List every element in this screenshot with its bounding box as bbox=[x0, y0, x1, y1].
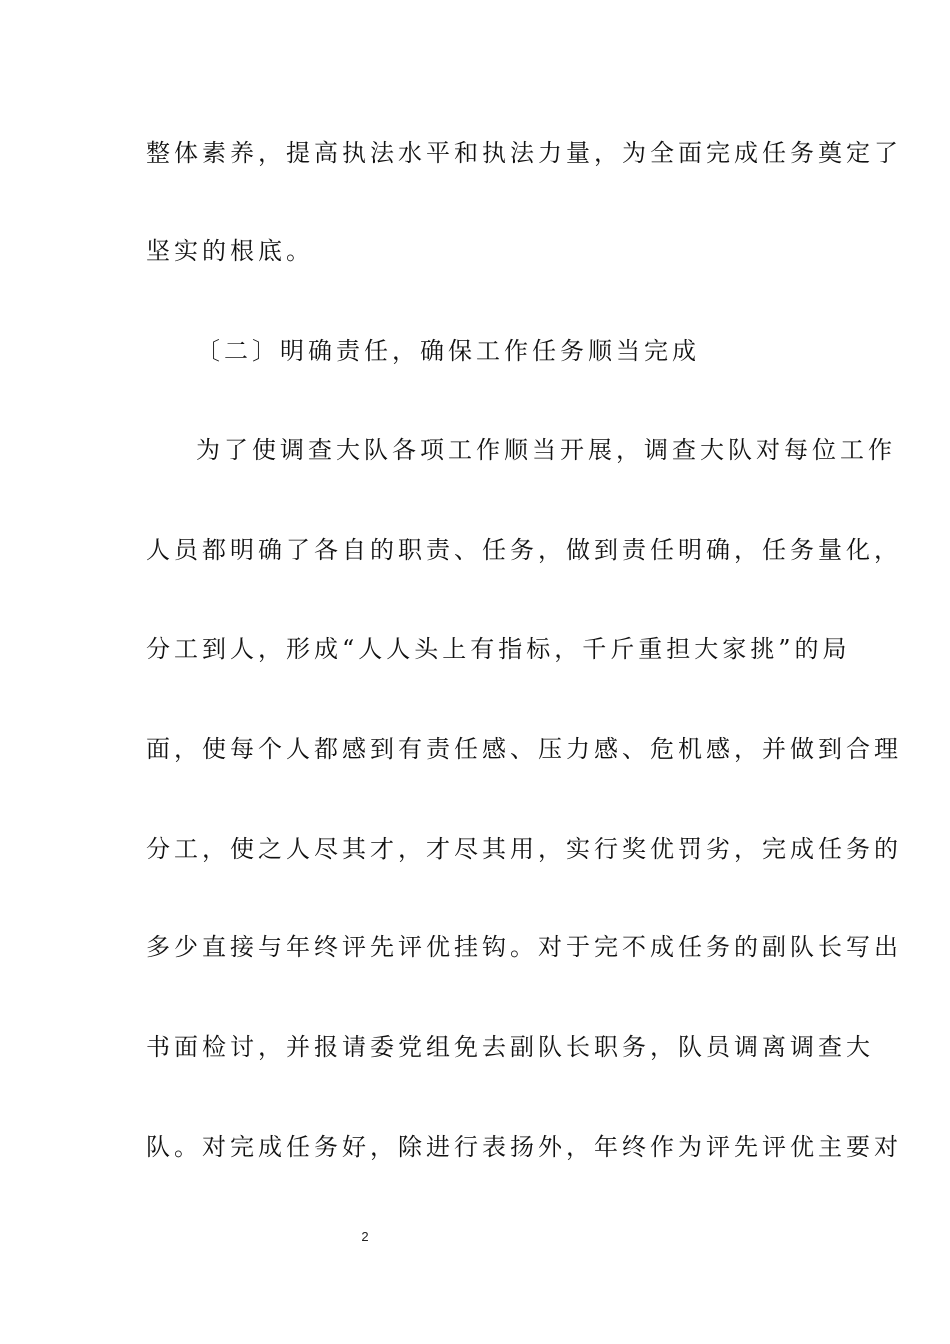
body-text-line: 分工到人，形成“人人头上有指标，千斤重担大家挑”的局 bbox=[146, 635, 851, 663]
body-text-line: 为了使调查大队各项工作顺当开展，调查大队对每位工作 bbox=[196, 436, 896, 464]
section-heading: 〔二〕明确责任，确保工作任务顺当完成 bbox=[196, 337, 700, 365]
body-text-line: 面，使每个人都感到有责任感、压力感、危机感，并做到合理 bbox=[146, 735, 902, 763]
body-text-line: 整体素养，提高执法水平和执法力量，为全面完成任务奠定了 bbox=[146, 139, 902, 167]
body-text-line: 分工，使之人尽其才，才尽其用，实行奖优罚劣，完成任务的 bbox=[146, 835, 902, 863]
body-text-line: 书面检讨，并报请委党组免去副队长职务，队员调离调查大 bbox=[146, 1033, 874, 1061]
body-text-line: 队。对完成任务好，除进行表扬外，年终作为评先评优主要对 bbox=[146, 1133, 902, 1161]
body-text-line: 坚实的根底。 bbox=[146, 237, 314, 265]
page-number: 2 bbox=[361, 1229, 369, 1244]
body-text-line: 人员都明确了各自的职责、任务，做到责任明确，任务量化， bbox=[146, 536, 902, 564]
body-text-line: 多少直接与年终评先评优挂钩。对于完不成任务的副队长写出 bbox=[146, 933, 902, 961]
